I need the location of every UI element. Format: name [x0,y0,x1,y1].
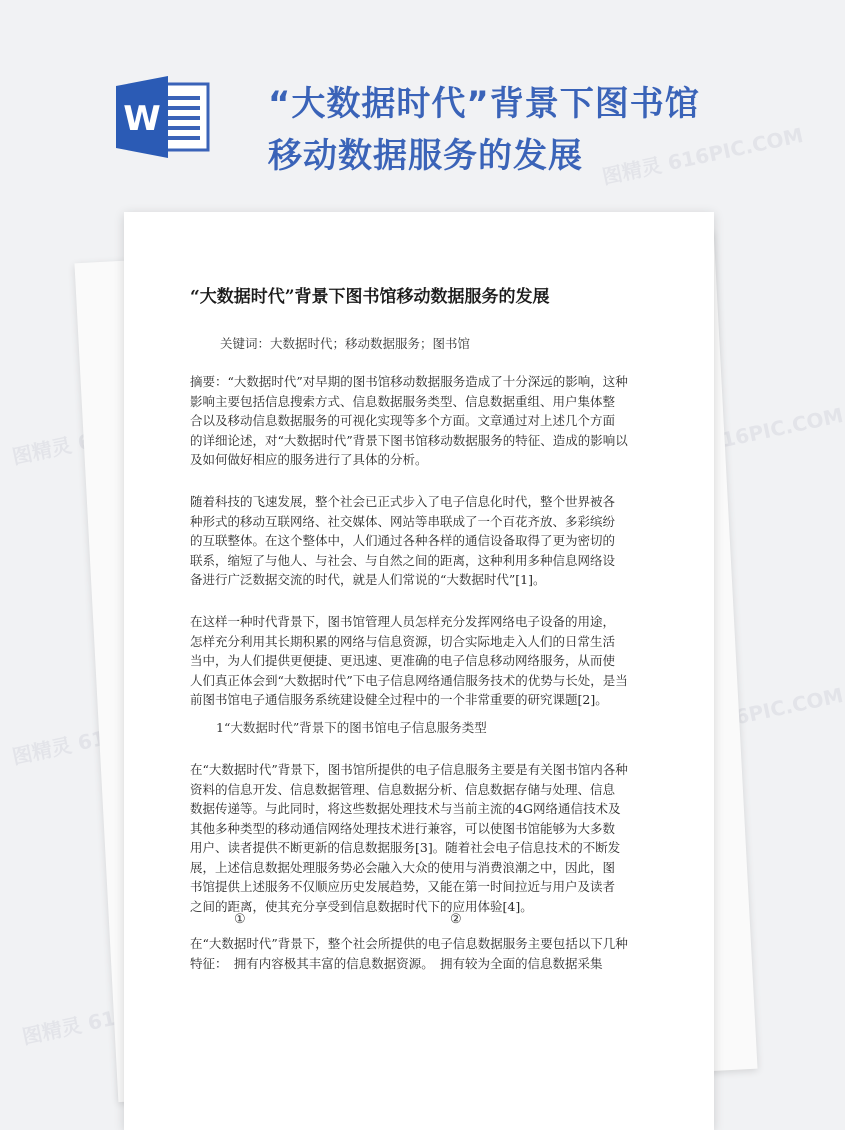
svg-text:W: W [123,99,161,139]
text-line: 展，上述信息数据处理服务势必会融入大众的使用与消费浪潮之中，因此，图 [190,859,616,875]
text-line: 种形式的移动互联网络、社交媒体、网站等串联成了一个百花齐放、多彩缤纷 [190,513,616,529]
text-line: 的互联整体。在这个整体中，人们通过各种各样的通信设备取得了更为密切的 [190,533,616,548]
list-marker-2: ② [450,912,462,927]
text-line: 怎样充分利用其长期积累的网络与信息资源，切合实际地走入人们的日常生活 [190,633,616,649]
text-line: 数据传递等。与此同时，将这些数据处理技术与当前主流的4G网络通信技术及 [190,801,621,816]
text-line: 在这样一种时代背景下，图书馆管理人员怎样充分发挥网络电子设备的用途， [190,614,616,629]
watermark: 图精灵 616PIC.COM [600,122,806,189]
watermark: 图精灵 616PIC.COM [640,402,845,469]
text-line: 用户、读者提供不断更新的信息数据服务[3]。随着社会电子信息技术的不断发 [190,840,621,855]
body-paragraph-3 [190,760,650,916]
text-line: 前图书馆电子通信服务系统建设健全过程中的一个非常重要的研究课题[2]。 [190,692,608,707]
banner-title-line-2: 移动数据服务的发展 [268,136,583,176]
text-line: 书馆提供上述服务不仅顺应历史发展趋势，又能在第一时间拉近与用户及读者 [190,879,616,894]
watermark: 图精灵 616PIC.COM [640,682,845,749]
header-banner [0,0,800,200]
word-document-icon [112,72,212,162]
text-line: 当中，为人们提供更便捷、更迅速、更准确的电子信息移动网络服务，从而使 [190,653,616,668]
body-paragraph-1 [190,492,650,590]
banner-title-line-1: “大数据时代”背景下图书馆 [268,84,700,124]
body-paragraph-2 [190,612,650,710]
watermark: 图精灵 [20,1013,84,1049]
abstract-paragraph [190,372,650,470]
section-heading: 1“大数据时代”背景下的图书馆电子信息服务类型 [216,720,487,735]
text-line: 的详细论述，对“大数据时代”背景下图书馆移动数据服务的特征、造成的影响以 [190,432,628,448]
text-line: 随着科技的飞速发展，整个社会已正式步入了电子信息化时代，整个世界被各 [190,494,616,509]
text-line: 合以及移动信息数据服务的可视化实现等多个方面。文章通过对上述几个方面 [190,413,616,428]
text-line: 人们真正体会到“大数据时代”下电子信息网络通信服务技术的优势与长处，是当 [190,672,628,688]
text-line: 摘要：“大数据时代”对早期的图书馆移动数据服务造成了十分深远的影响，这种 [190,374,628,389]
watermark: 图精灵 [10,733,74,769]
text-line: 备进行广泛数据交流的时代，就是人们常说的“大数据时代”[1]。 [190,572,546,587]
text-line: 特征： 拥有内容极其丰富的信息数据资源。 拥有较为全面的信息数据采集 [190,955,603,971]
text-line: 在“大数据时代”背景下，图书馆所提供的电子信息服务主要是有关图书馆内各种 [190,762,628,777]
text-line: 资料的信息开发、信息数据管理、信息数据分析、信息数据存储与处理、信息 [190,781,616,797]
body-paragraph-4 [190,934,650,973]
list-marker-1: ① [234,912,246,927]
document-page [124,212,714,1130]
text-line: 在“大数据时代”背景下，整个社会所提供的电子信息数据服务主要包括以下几种 [190,936,628,951]
text-line: 及如何做好相应的服务进行了具体的分析。 [190,452,428,467]
keywords-line: 关键词：大数据时代；移动数据服务；图书馆 [220,336,471,351]
text-line: 联系，缩短了与他人、与社会、与自然之间的距离，这种利用多种信息网络设 [190,552,616,568]
text-line: 之间的距离，使其充分享受到信息数据时代下的应用体验[4]。 [190,898,533,914]
document-title: “大数据时代”背景下图书馆移动数据服务的发展 [190,287,550,307]
text-line: 影响主要包括信息搜索方式、信息数据服务类型、信息数据重组、用户集体整 [190,393,616,409]
watermark: 图精灵 [10,433,74,469]
text-line: 其他多种类型的移动通信网络处理技术进行兼容，可以使图书馆能够为大多数 [190,820,616,836]
